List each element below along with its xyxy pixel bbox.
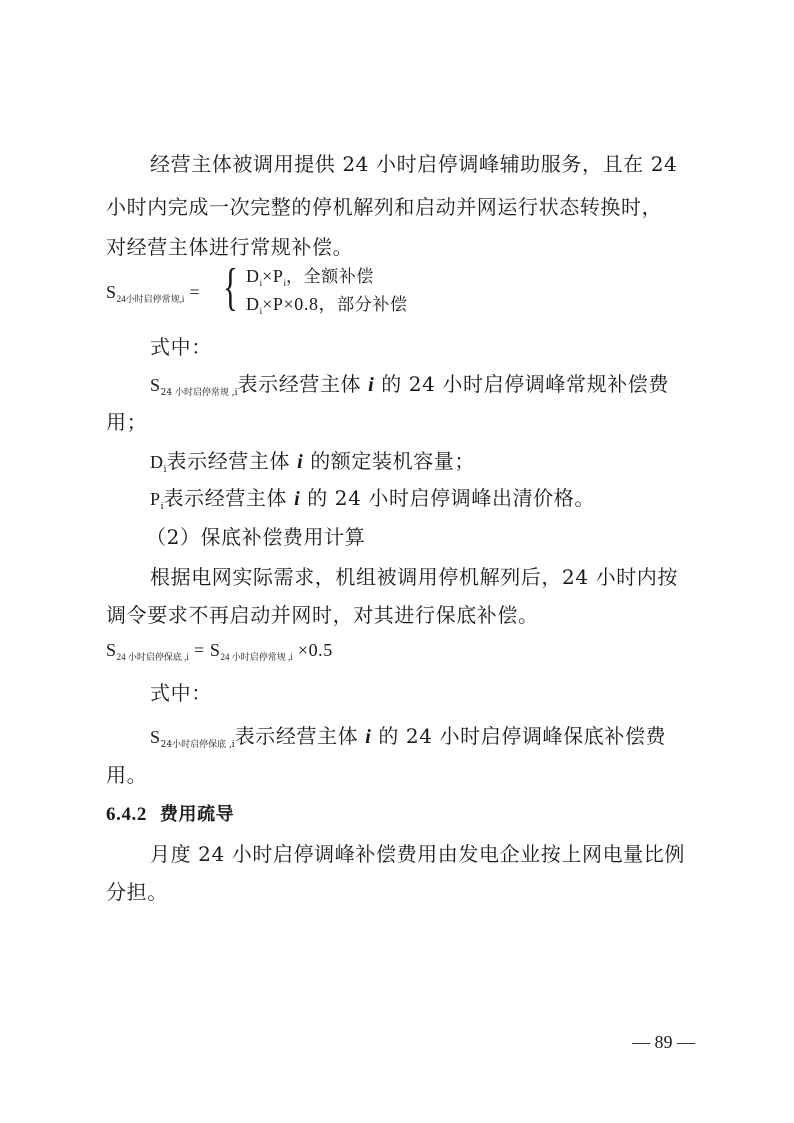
where-label-1: 式中： — [150, 335, 212, 359]
formula-1-case-2 — [246, 292, 646, 319]
definition-3-text-b: 的 24 小时启停调峰出清价格。 — [300, 486, 595, 510]
definition-2 — [150, 449, 696, 478]
formula-1-case-1-sub-1: i — [259, 278, 263, 288]
formula-1-case-2-text: 部分补偿 — [337, 295, 408, 315]
formula-1-case-1-sub-2: i — [283, 278, 287, 288]
formula-1-brace: { — [223, 259, 238, 316]
definition-1-continuation: 用； — [106, 410, 148, 434]
formula-2 — [106, 638, 696, 665]
section-number: 6.4.2 — [106, 804, 147, 825]
definition-4-var: i — [365, 726, 372, 748]
definition-3 — [150, 486, 696, 515]
formula-2-lhs-sub: 24 小时启停保底 ,i — [116, 652, 189, 662]
definition-4 — [150, 724, 696, 753]
definition-1-text-a: 表示经营主体 — [237, 372, 369, 396]
paragraph-2-line-2: 调令要求不再启动并网时，对其进行保底补偿。 — [106, 603, 539, 627]
definition-4-sub: 24小时启停保底 ,i — [160, 740, 235, 750]
formula-1-case-1-mid: ×P — [262, 266, 284, 286]
subsection-heading: （2）保底补偿费用计算 — [146, 525, 366, 549]
definition-2-sub: i — [163, 465, 167, 475]
definition-4-symbol: S — [150, 727, 161, 747]
definition-1-text-b: 的 24 小时启停调峰常规补偿费 — [374, 372, 670, 396]
definition-1-var: i — [368, 374, 375, 396]
definition-1 — [150, 372, 696, 401]
definition-3-symbol: P — [150, 489, 161, 509]
definition-1-sub: 24 小时启停常规 ,i — [160, 388, 238, 398]
definition-2-symbol: D — [150, 452, 164, 472]
definition-4-text-a: 表示经营主体 — [234, 724, 366, 748]
formula-1-lhs-symbol: S — [106, 282, 117, 302]
definition-4-text-b: 的 24 小时启停调峰保底补偿费 — [371, 724, 667, 748]
definition-3-text-a: 表示经营主体 — [163, 486, 295, 510]
paragraph-3-line-1: 月度 24 小时启停调峰补偿费用由发电企业按上网电量比例 — [150, 842, 685, 866]
formula-2-lhs-symbol: S — [106, 640, 117, 660]
formula-1-case-2-mid: ×P×0.8， — [262, 294, 338, 314]
formula-1-case-2-d: D — [246, 294, 260, 314]
formula-2-rhs-sub: 24 小时启停常规 ,i — [220, 652, 293, 662]
definition-2-var: i — [297, 451, 304, 473]
definition-4-continuation: 用。 — [106, 763, 148, 787]
formula-1-case-1 — [246, 264, 646, 291]
definition-3-var: i — [294, 488, 301, 510]
paragraph-3-line-2: 分担。 — [106, 880, 168, 904]
paragraph-1-line-1: 经营主体被调用提供 24 小时启停调峰辅助服务，且在 24 — [150, 152, 678, 176]
formula-1-case-1-text: ，全额补偿 — [286, 267, 375, 287]
formula-1-lhs-sub: 24小时启停常规,i — [116, 294, 185, 304]
definition-2-text-b: 的额定装机容量； — [303, 449, 475, 473]
formula-1-equals: = — [189, 282, 201, 302]
paragraph-1-line-2: 小时内完成一次完整的停机解列和启动并网运行状态转换时， — [106, 195, 663, 219]
definition-1-symbol: S — [150, 375, 161, 395]
formula-1-case-1-d: D — [246, 266, 260, 286]
paragraph-2-line-1: 根据电网实际需求，机组被调用停机解列后，24 小时内按 — [150, 565, 679, 589]
formula-2-rhs-tail: ×0.5 — [292, 640, 333, 660]
where-label-2: 式中： — [150, 681, 212, 705]
section-heading — [106, 803, 696, 827]
page-number: — 89 — — [632, 1032, 695, 1052]
paragraph-1-line-3: 对经营主体进行常规补偿。 — [106, 235, 354, 259]
formula-2-equals: = S — [188, 640, 221, 660]
definition-3-sub: i — [160, 502, 164, 512]
definition-2-text-a: 表示经营主体 — [166, 449, 298, 473]
formula-1-case-2-sub-1: i — [259, 306, 263, 316]
section-title: 费用疏导 — [159, 804, 235, 825]
